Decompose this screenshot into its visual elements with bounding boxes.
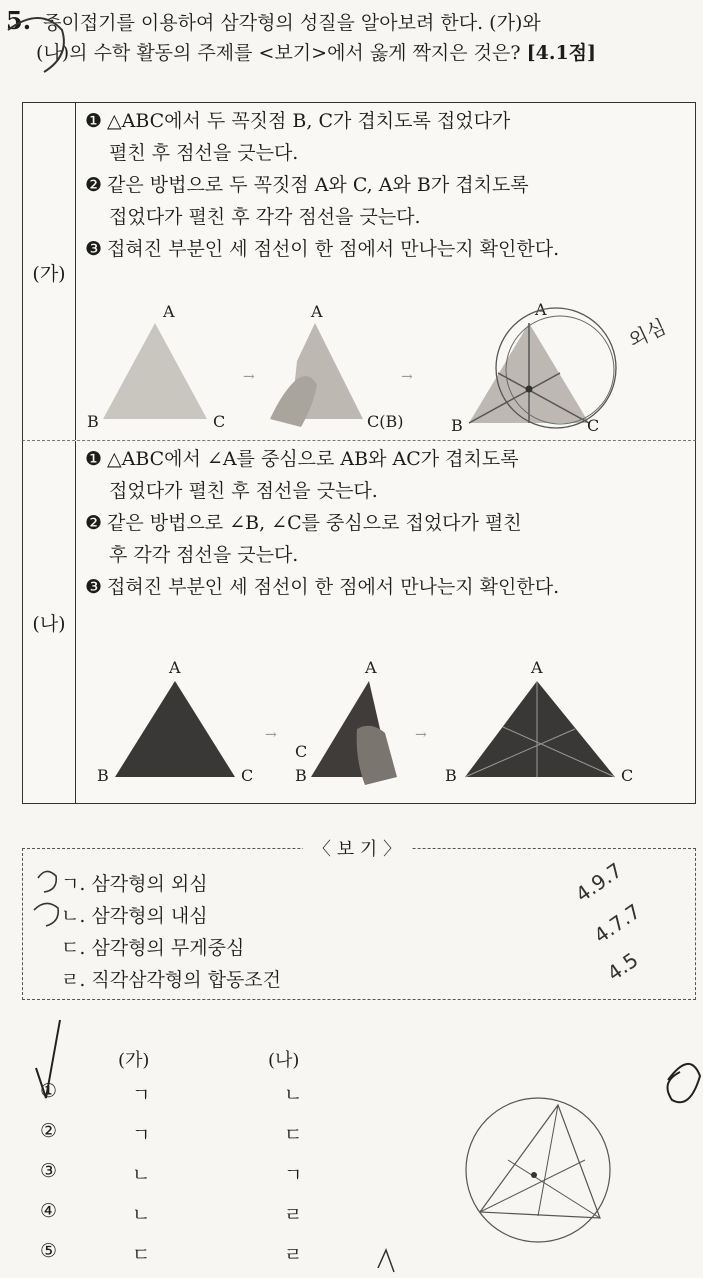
step-marker: ❷	[85, 174, 103, 196]
question-line2: (나)의 수학 활동의 주제를 <보기>에서 옳게 짝지은 것은?	[36, 42, 521, 64]
handwritten-note-4: 4.5	[602, 947, 643, 986]
vertex-a-label: A	[365, 659, 377, 677]
option-ga: ㄱ	[132, 1084, 151, 1106]
bogi-item-nieun: ㄴ. 삼각형의 내심	[61, 905, 208, 927]
option-na: ㄴ	[284, 1084, 303, 1106]
option-number: ③	[40, 1160, 58, 1182]
hand-icon	[357, 726, 397, 785]
question-header	[6, 6, 696, 68]
bogi-title: 〈 보 기 〉	[303, 835, 411, 861]
box-label-ga: (가)	[23, 103, 76, 441]
vertex-c-label: C	[213, 412, 226, 431]
question-number: 5.	[6, 6, 32, 35]
circumcenter-point	[526, 386, 533, 393]
box-label-na: (나)	[23, 441, 76, 803]
bogi-item-giyeok: ㄱ. 삼각형의 외심	[61, 873, 208, 895]
option-na: ㄹ	[284, 1204, 303, 1226]
question-line1: 종이접기를 이용하여 삼각형의 성질을 알아보려 한다. (가)와	[43, 12, 541, 34]
vertex-a-label: A	[535, 301, 547, 319]
vertex-a-label: A	[531, 659, 543, 677]
step-text: 접혀진 부분인 세 점선이 한 점에서 만나는지 확인한다.	[107, 238, 560, 260]
sketch-center-point	[531, 1172, 537, 1178]
handwritten-note-1: 외심	[624, 314, 670, 353]
step-text-cont: 펼친 후 점선을 긋는다.	[109, 142, 299, 164]
option-ga: ㄴ	[132, 1164, 151, 1186]
option-na: ㄱ	[284, 1164, 303, 1186]
step-text-cont: 접었다가 펼친 후 점선을 긋는다.	[109, 480, 378, 502]
handwritten-note-3: 4.7.7	[589, 899, 645, 948]
scribble-circle-icon	[466, 1098, 610, 1242]
step-text: △ABC에서 두 꼭짓점 B, C가 겹치도록 접었다가	[107, 110, 511, 132]
step-marker: ❶	[85, 110, 103, 132]
bogi-item-rieul: ㄹ. 직각삼각형의 합동조건	[61, 969, 282, 991]
bogi-box	[22, 839, 696, 1000]
step-1	[85, 443, 687, 507]
folding-diagram-na	[85, 659, 689, 799]
step-3	[85, 571, 687, 603]
answer-column-ga: (가)	[118, 1050, 150, 1071]
step-2	[85, 169, 687, 233]
option-number: ④	[40, 1200, 58, 1222]
bogi-item-digeut: ㄷ. 삼각형의 무게중심	[61, 937, 245, 959]
hand-icon	[270, 376, 317, 427]
option-ga: ㄴ	[132, 1204, 151, 1226]
vertex-a-label: A	[311, 302, 323, 321]
vertex-c-label: C	[621, 766, 634, 785]
triangle-abc	[103, 323, 207, 419]
arrow-icon: →	[265, 727, 277, 743]
option-number: ②	[40, 1120, 58, 1142]
sketch-triangle	[480, 1105, 600, 1218]
sketch-line	[508, 1160, 600, 1218]
arrow-icon: →	[401, 369, 413, 385]
step-marker: ❷	[85, 512, 103, 534]
option-ga: ㄷ	[132, 1244, 151, 1266]
option-na: ㄷ	[284, 1124, 303, 1146]
step-text: △ABC에서 ∠A를 중심으로 AB와 AC가 겹치도록	[107, 448, 519, 470]
handwritten-note-2: 4.9.7	[571, 857, 627, 907]
scribble-icon	[668, 1064, 701, 1102]
triangle-with-creases	[465, 681, 615, 777]
vertex-b-label: B	[451, 416, 463, 435]
step-text-cont: 후 각각 점선을 긋는다.	[109, 544, 299, 566]
arrow-icon: →	[415, 727, 427, 743]
vertex-b-label: B	[87, 412, 99, 431]
question-points: [4.1점]	[526, 42, 597, 64]
step-text: 접혀진 부분인 세 점선이 한 점에서 만나는지 확인한다.	[107, 576, 560, 598]
vertex-a-label: A	[163, 302, 175, 321]
step-text: 같은 방법으로 두 꼭짓점 A와 C, A와 B가 겹치도록	[107, 174, 529, 196]
sketch-line	[480, 1160, 585, 1212]
scribble-icon	[378, 1250, 394, 1272]
triangle-abc	[115, 681, 235, 777]
step-marker: ❸	[85, 238, 103, 260]
step-3	[85, 233, 687, 265]
vertex-a-label: A	[169, 659, 181, 677]
folding-figures-ga	[85, 301, 689, 441]
activity-steps-ga	[85, 105, 687, 265]
step-text: 같은 방법으로 ∠B, ∠C를 중심으로 접었다가 펼친	[107, 512, 522, 534]
sketch-line	[538, 1105, 558, 1216]
option-number: ①	[40, 1080, 58, 1102]
vertex-cb-label: C(B)	[367, 412, 404, 431]
folding-figures-na	[85, 659, 689, 799]
vertex-c-label: C	[241, 766, 254, 785]
activity-box-na	[22, 440, 696, 804]
vertex-b-label: B	[97, 766, 109, 785]
vertex-c-label: C	[295, 742, 308, 761]
option-number: ⑤	[40, 1240, 58, 1262]
vertex-c-label: C	[587, 416, 600, 435]
step-marker: ❸	[85, 576, 103, 598]
step-marker: ❶	[85, 448, 103, 470]
step-2	[85, 507, 687, 571]
vertex-b-label: B	[295, 766, 307, 785]
step-text-cont: 접었다가 펼친 후 각각 점선을 긋는다.	[109, 206, 421, 228]
option-ga: ㄱ	[132, 1124, 151, 1146]
step-1	[85, 105, 687, 169]
vertex-b-label: B	[445, 766, 457, 785]
activity-box-ga	[22, 102, 696, 442]
folding-diagram-ga	[85, 301, 689, 441]
arrow-icon: →	[243, 369, 255, 385]
answer-column-na: (나)	[268, 1050, 300, 1071]
option-na: ㄹ	[284, 1244, 303, 1266]
activity-steps-na	[85, 443, 687, 603]
